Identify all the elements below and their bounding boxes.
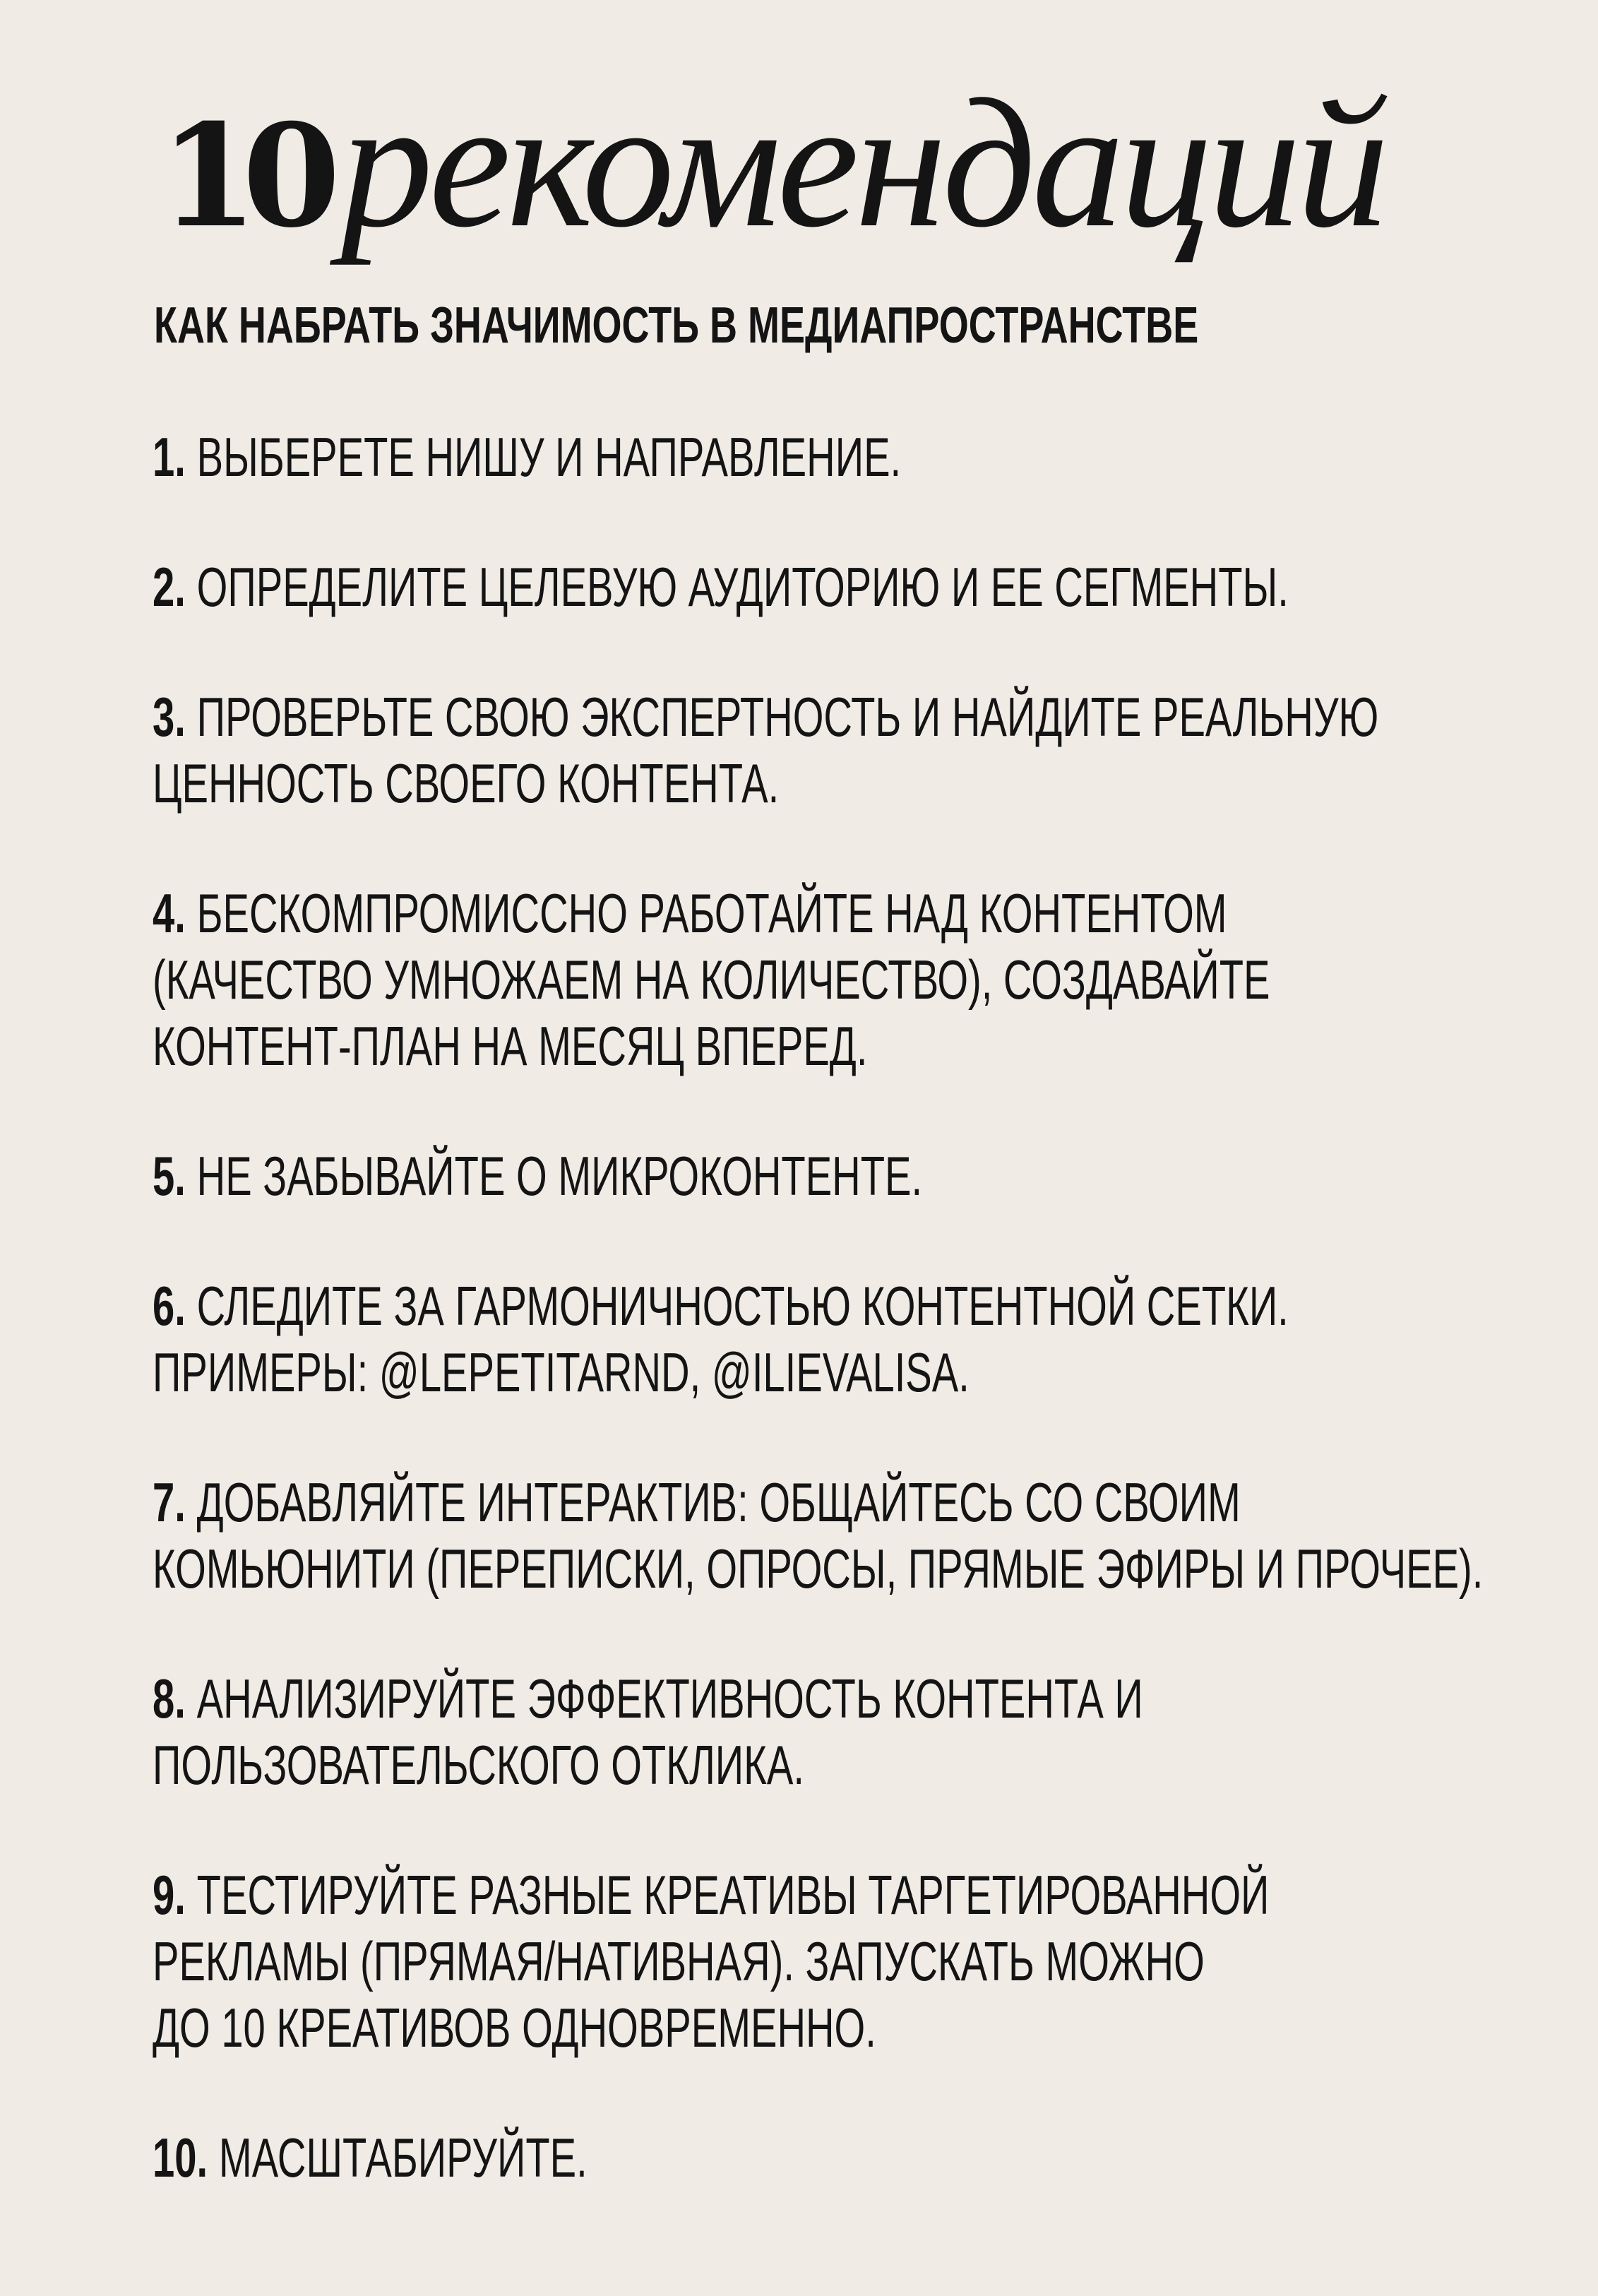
item-number: 2.: [153, 556, 186, 618]
list-item: [153, 1862, 1424, 2061]
item-text: ПРОВЕРЬТЕ СВОЮ ЭКСПЕРТНОСТЬ И НАЙДИТЕ РЕАЛЬНУЮ: [196, 686, 1379, 748]
item-text: ПРИМЕРЫ: @LEPETITARND, @ILIEVALISA.: [153, 1341, 970, 1403]
item-text: КОМЬЮНИТИ (ПЕРЕПИСКИ, ОПРОСЫ, ПРЯМЫЕ ЭФИРЫ И ПРОЧЕЕ).: [153, 1537, 1484, 1600]
list-item: [153, 1143, 1424, 1209]
item-number: 4.: [153, 882, 186, 944]
item-text: БЕСКОМПРОМИССНО РАБОТАЙТЕ НАД КОНТЕНТОМ: [196, 882, 1227, 944]
page-title: [160, 61, 1385, 266]
item-number: 1.: [153, 426, 186, 488]
item-text: НЕ ЗАБЫВАЙТЕ О МИКРОКОНТЕНТЕ.: [196, 1145, 923, 1207]
item-text: ПОЛЬЗОВАТЕЛЬСКОГО ОТКЛИКА.: [153, 1734, 804, 1796]
item-line: [153, 424, 1424, 490]
item-line: [153, 880, 1424, 946]
item-number: 6.: [153, 1275, 186, 1337]
item-number: 8.: [153, 1667, 186, 1730]
item-text: АНАЛИЗИРУЙТЕ ЭФФЕКТИВНОСТЬ КОНТЕНТА И: [196, 1667, 1143, 1730]
item-text: МАСШТАБИРУЙТЕ.: [218, 2127, 588, 2189]
item-number: 7.: [153, 1471, 186, 1533]
item-text: ЦЕННОСТЬ СВОЕГО КОНТЕНТА.: [153, 752, 780, 814]
item-text: ТЕСТИРУЙТЕ РАЗНЫЕ КРЕАТИВЫ ТАРГЕТИРОВАННОЙ: [196, 1864, 1270, 1926]
item-line: [153, 2124, 1424, 2191]
page-subtitle: КАК НАБРАТЬ ЗНАЧИМОСТЬ В МЕДИАПРОСТРАНСТВЕ: [154, 297, 1199, 354]
recommendations-list: [153, 424, 1484, 2254]
list-item: [153, 880, 1424, 1079]
item-text: ОПРЕДЕЛИТЕ ЦЕЛЕВУЮ АУДИТОРИЮ И ЕЕ СЕГМЕНТЫ.: [196, 556, 1289, 618]
item-text: (КАЧЕСТВО УМНОЖАЕМ НА КОЛИЧЕСТВО), СОЗДАВАЙТЕ: [153, 948, 1270, 1011]
item-number: 10.: [153, 2127, 208, 2189]
item-line: [153, 1143, 1424, 1209]
item-line: [153, 684, 1424, 750]
item-text: ВЫБЕРЕТЕ НИШУ И НАПРАВЛЕНИЕ.: [196, 426, 902, 488]
item-number: 5.: [153, 1145, 186, 1207]
list-item: [153, 2124, 1424, 2191]
list-item: [153, 684, 1424, 816]
item-number: 3.: [153, 686, 186, 748]
item-text: ДОБАВЛЯЙТЕ ИНТЕРАКТИВ: ОБЩАЙТЕСЬ СО СВОИМ: [196, 1471, 1241, 1533]
item-text: КОНТЕНТ-ПЛАН НА МЕСЯЦ ВПЕРЕД.: [153, 1015, 868, 1077]
item-text: СЛЕДИТЕ ЗА ГАРМОНИЧНОСТЬЮ КОНТЕНТНОЙ СЕТКИ.: [196, 1275, 1289, 1337]
list-item: [153, 554, 1424, 620]
item-line: [153, 1665, 1424, 1732]
list-item: [153, 1665, 1424, 1798]
title-number: 10: [160, 93, 326, 259]
item-number: 9.: [153, 1864, 186, 1926]
item-line: [153, 1862, 1424, 1928]
item-line: [153, 1469, 1424, 1535]
title-word: рекомендаций: [340, 61, 1385, 266]
item-text: ДО 10 КРЕАТИВОВ ОДНОВРЕМЕННО.: [153, 1997, 876, 2059]
item-line: [153, 554, 1424, 620]
list-item: [153, 424, 1424, 490]
item-line: [153, 1273, 1424, 1339]
list-item: [153, 1273, 1424, 1405]
list-item: [153, 1469, 1484, 1602]
item-text: РЕКЛАМЫ (ПРЯМАЯ/НАТИВНАЯ). ЗАПУСКАТЬ МОЖНО: [153, 1930, 1205, 1992]
